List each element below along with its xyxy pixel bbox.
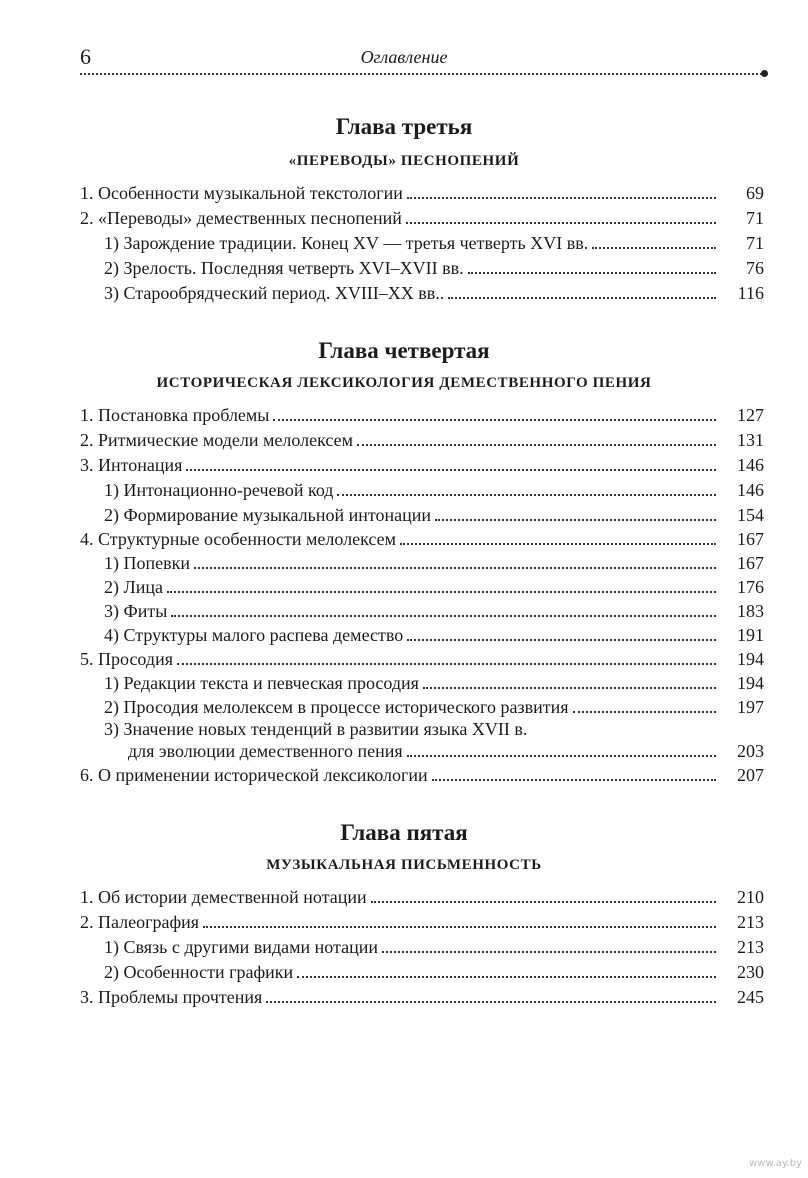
toc-entry-page: 76 bbox=[746, 258, 764, 278]
toc-entry bbox=[80, 762, 764, 786]
toc-subentry bbox=[104, 598, 764, 622]
toc-subentry bbox=[128, 738, 764, 762]
header-rule bbox=[80, 73, 762, 75]
toc-entry-title: 2) Формирование музыкальной интонации bbox=[104, 505, 432, 525]
toc-entry-page: 194 bbox=[737, 649, 764, 669]
toc-subentry bbox=[104, 622, 764, 646]
toc-entry-page: 210 bbox=[737, 887, 764, 907]
toc-entry-page: 71 bbox=[746, 208, 764, 228]
toc-entry-title: для эволюции демественного пения bbox=[128, 741, 403, 761]
dot-leader bbox=[448, 297, 716, 299]
toc-entry-page: 191 bbox=[737, 625, 764, 645]
dot-leader bbox=[407, 755, 716, 757]
toc-entry-title: 1) Зарождение традиции. Конец XV — третья четверть XVI вв. bbox=[104, 233, 589, 253]
dot-leader bbox=[357, 444, 716, 446]
toc-entry bbox=[80, 205, 764, 229]
toc-subentry bbox=[104, 477, 764, 501]
toc-entry-page: 69 bbox=[746, 183, 764, 203]
toc-subentry bbox=[104, 959, 764, 983]
toc-entry-page: 146 bbox=[737, 480, 764, 500]
toc-entry-title: 3. Интонация bbox=[80, 455, 183, 475]
toc-entry-title: 3) Фиты bbox=[104, 601, 168, 621]
chapter-4-title: Глава четвертая bbox=[318, 338, 490, 363]
chapter-5-subtitle: МУЗЫКАЛЬНАЯ ПИСЬМЕННОСТЬ bbox=[266, 857, 542, 873]
dot-leader bbox=[432, 779, 716, 781]
chapter-3-subtitle: «ПЕРЕВОДЫ» ПЕСНОПЕНИЙ bbox=[288, 153, 520, 169]
dot-leader bbox=[337, 494, 716, 496]
toc-entry-page: 167 bbox=[737, 529, 764, 549]
toc-entry-page: 183 bbox=[737, 601, 764, 621]
toc-entry-title: 5. Просодия bbox=[80, 649, 173, 669]
toc-entry-page: 116 bbox=[737, 283, 764, 303]
toc-entry bbox=[80, 526, 764, 550]
toc-entry-title: 3. Проблемы прочтения bbox=[80, 987, 263, 1007]
toc-entry-title: 6. О применении исторической лексикологии bbox=[80, 765, 428, 785]
toc-entry-title: 1) Попевки bbox=[104, 553, 190, 573]
toc-entry-title: 1) Интонационно-речевой код bbox=[104, 480, 334, 500]
toc-subentry bbox=[104, 670, 764, 694]
dot-leader bbox=[468, 272, 716, 274]
dot-leader bbox=[171, 615, 716, 617]
toc-entry bbox=[80, 180, 764, 204]
toc-subentry bbox=[104, 502, 764, 526]
toc-entry-page: 167 bbox=[737, 553, 764, 573]
toc-entry-page: 213 bbox=[737, 912, 764, 932]
toc-entry-page: 203 bbox=[737, 741, 764, 761]
toc-subentry bbox=[104, 574, 764, 598]
chapter-4-subtitle: ИСТОРИЧЕСКАЯ ЛЕКСИКОЛОГИЯ ДЕМЕСТВЕННОГО ПЕНИЯ bbox=[156, 375, 652, 391]
toc-entry-title: 2. Ритмические модели мелолексем bbox=[80, 430, 353, 450]
dot-leader bbox=[406, 222, 716, 224]
toc-entry-title: 2) Особенности графики bbox=[104, 962, 294, 982]
toc-entry-page: 197 bbox=[737, 697, 764, 717]
running-title: Оглавление bbox=[360, 47, 448, 67]
toc-entry-page: 207 bbox=[737, 765, 764, 785]
dot-leader bbox=[382, 951, 716, 953]
toc-entry-page: 213 bbox=[737, 937, 764, 957]
toc-entry-title: 3) Значение новых тенденций в развитии языка XVII в. bbox=[104, 719, 528, 739]
dot-leader bbox=[177, 663, 716, 665]
dot-leader bbox=[273, 419, 716, 421]
watermark: www.ay.by bbox=[749, 1158, 802, 1169]
toc-entry-title: 4. Структурные особенности мелолексем bbox=[80, 529, 397, 549]
toc-entry-title: 2) Зрелость. Последняя четверть XVI–XVII вв. bbox=[104, 258, 464, 278]
dot-leader bbox=[266, 1001, 716, 1003]
dot-leader bbox=[371, 901, 716, 903]
dot-leader bbox=[186, 469, 716, 471]
dot-leader bbox=[400, 543, 716, 545]
toc-entry bbox=[80, 884, 764, 908]
toc-entry-title: 1) Редакции текста и певческая просодия bbox=[104, 673, 419, 693]
dot-leader bbox=[167, 591, 716, 593]
dot-leader bbox=[407, 197, 716, 199]
toc-entry-page: 245 bbox=[737, 987, 764, 1007]
dot-leader bbox=[297, 976, 716, 978]
dot-leader bbox=[592, 247, 716, 249]
toc-entry bbox=[80, 646, 764, 670]
dot-leader bbox=[203, 926, 716, 928]
page-header bbox=[0, 0, 808, 80]
toc-entry-page: 127 bbox=[737, 405, 764, 425]
toc-entry bbox=[80, 909, 764, 933]
toc-entry-page: 194 bbox=[737, 673, 764, 693]
toc-entry-page: 176 bbox=[737, 577, 764, 597]
toc-entry-title: 1. Об истории демественной нотации bbox=[80, 887, 367, 907]
toc-entry-title: 2) Просодия мелолексем в процессе исторического развития bbox=[104, 697, 569, 717]
page-number: 6 bbox=[80, 44, 91, 69]
toc-entry bbox=[80, 984, 764, 1008]
toc-entry-title: 1. Постановка проблемы bbox=[80, 405, 270, 425]
dot-leader bbox=[194, 567, 716, 569]
toc-subentry bbox=[104, 934, 764, 958]
toc-entry-title: 2. «Переводы» демественных песнопений bbox=[80, 208, 402, 228]
toc-entry bbox=[80, 452, 764, 476]
toc-entry-title: 2. Палеография bbox=[80, 912, 200, 932]
toc-entry-page: 131 bbox=[737, 430, 764, 450]
toc-entry-title: 1) Связь с другими видами нотации bbox=[104, 937, 378, 957]
header-dot bbox=[761, 70, 768, 77]
toc-entry-title: 3) Старообрядческий период. XVIII–XX вв.. bbox=[104, 283, 445, 303]
toc-entry-page: 154 bbox=[737, 505, 764, 525]
toc-entry-page: 71 bbox=[746, 233, 764, 253]
chapter-3-title: Глава третья bbox=[335, 114, 473, 139]
dot-leader bbox=[435, 519, 716, 521]
toc-entry-page: 146 bbox=[737, 455, 764, 475]
toc-entry-page: 230 bbox=[737, 962, 764, 982]
toc-subentry bbox=[104, 550, 764, 574]
toc-subentry bbox=[104, 255, 764, 279]
chapter-5-title: Глава пятая bbox=[340, 820, 468, 845]
toc-entry bbox=[80, 402, 764, 426]
dot-leader bbox=[407, 639, 716, 641]
toc-subentry bbox=[104, 230, 764, 254]
toc-entry-title: 4) Структуры малого распева демество bbox=[104, 625, 404, 645]
dot-leader bbox=[423, 687, 716, 689]
toc-subentry bbox=[104, 280, 764, 304]
dot-leader bbox=[573, 711, 717, 713]
toc-entry bbox=[80, 427, 764, 451]
toc-entry-title: 2) Лица bbox=[104, 577, 163, 597]
toc-subentry bbox=[104, 694, 764, 718]
toc-entry-title: 1. Особенности музыкальной текстологии bbox=[80, 183, 403, 203]
